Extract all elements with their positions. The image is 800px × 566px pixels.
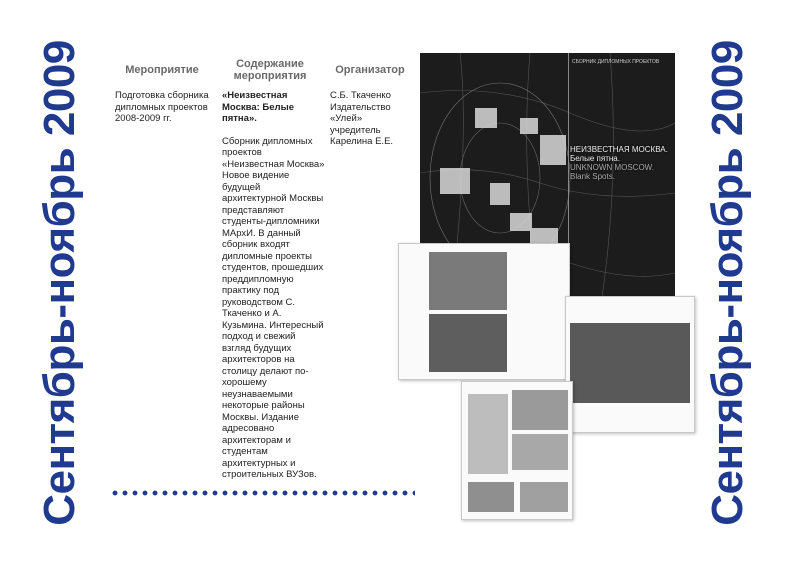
drawing-image: [512, 390, 568, 430]
column-header-content: [222, 58, 318, 82]
plan-image: [520, 482, 568, 512]
book-spread-drawings: [461, 381, 573, 520]
model-photo: [429, 252, 507, 310]
column-header-content-line2: мероприятия: [233, 70, 307, 82]
drawing-image: [512, 434, 568, 470]
content-text: Сборник дипломных проектов «Неизвестная Москва» Новое видение будущей архитектурной Москвы представляют студенты-дипломники МАрхИ. В данный сборник входят дипломные проекты студентов, прошедших преддипломную практику под руководством С. Ткаченко и А. Кузьмина. Интересный подход и свежий взгляд будущих архитекторов на столицу делают по-хорошему неузнаваемыми некоторые районы Москвы. Издание адресовано архитекторам и студентам архитектурных и строительных ВУЗов.: [222, 135, 325, 480]
students-photo: [570, 323, 690, 403]
cover-top-text: СБОРНИК ДИПЛОМНЫХ ПРОЕКТОВ: [572, 59, 660, 65]
text-block-image: [468, 394, 508, 474]
cover-title-en-1: UNKNOWN MOSCOW.: [570, 163, 654, 172]
content-block: [222, 90, 326, 481]
column-header-organizer: Организатор: [335, 64, 405, 76]
column-header-content-line1: Содержание: [236, 58, 304, 70]
cover-title-en-2: Blank Spots.: [570, 172, 615, 181]
event-text: Подготовка сборника дипломных проектов 2008-2009 гг.: [115, 90, 209, 124]
book-spread-photo-2: [565, 296, 695, 433]
cover-title-ru-1: НЕИЗВЕСТНАЯ МОСКВА.: [570, 145, 668, 154]
side-title-right: Сентябрь-ноябрь 2009: [703, 40, 752, 526]
plan-image: [468, 482, 514, 512]
organizer-text: С.Б. Ткаченко Издательство «Улей» учредитель Карелина Е.Е.: [330, 90, 394, 147]
dotted-divider: [110, 489, 415, 497]
model-photo: [429, 314, 507, 372]
column-header-event: Мероприятие: [125, 64, 199, 76]
content-title: «Неизвестная Москва: Белые пятна».: [222, 90, 294, 124]
book-spread-photo-1: [398, 243, 570, 380]
cover-title: [570, 145, 674, 181]
side-title-left: Сентябрь-ноябрь 2009: [35, 40, 84, 526]
cover-title-ru-2: Белые пятна.: [570, 154, 620, 163]
